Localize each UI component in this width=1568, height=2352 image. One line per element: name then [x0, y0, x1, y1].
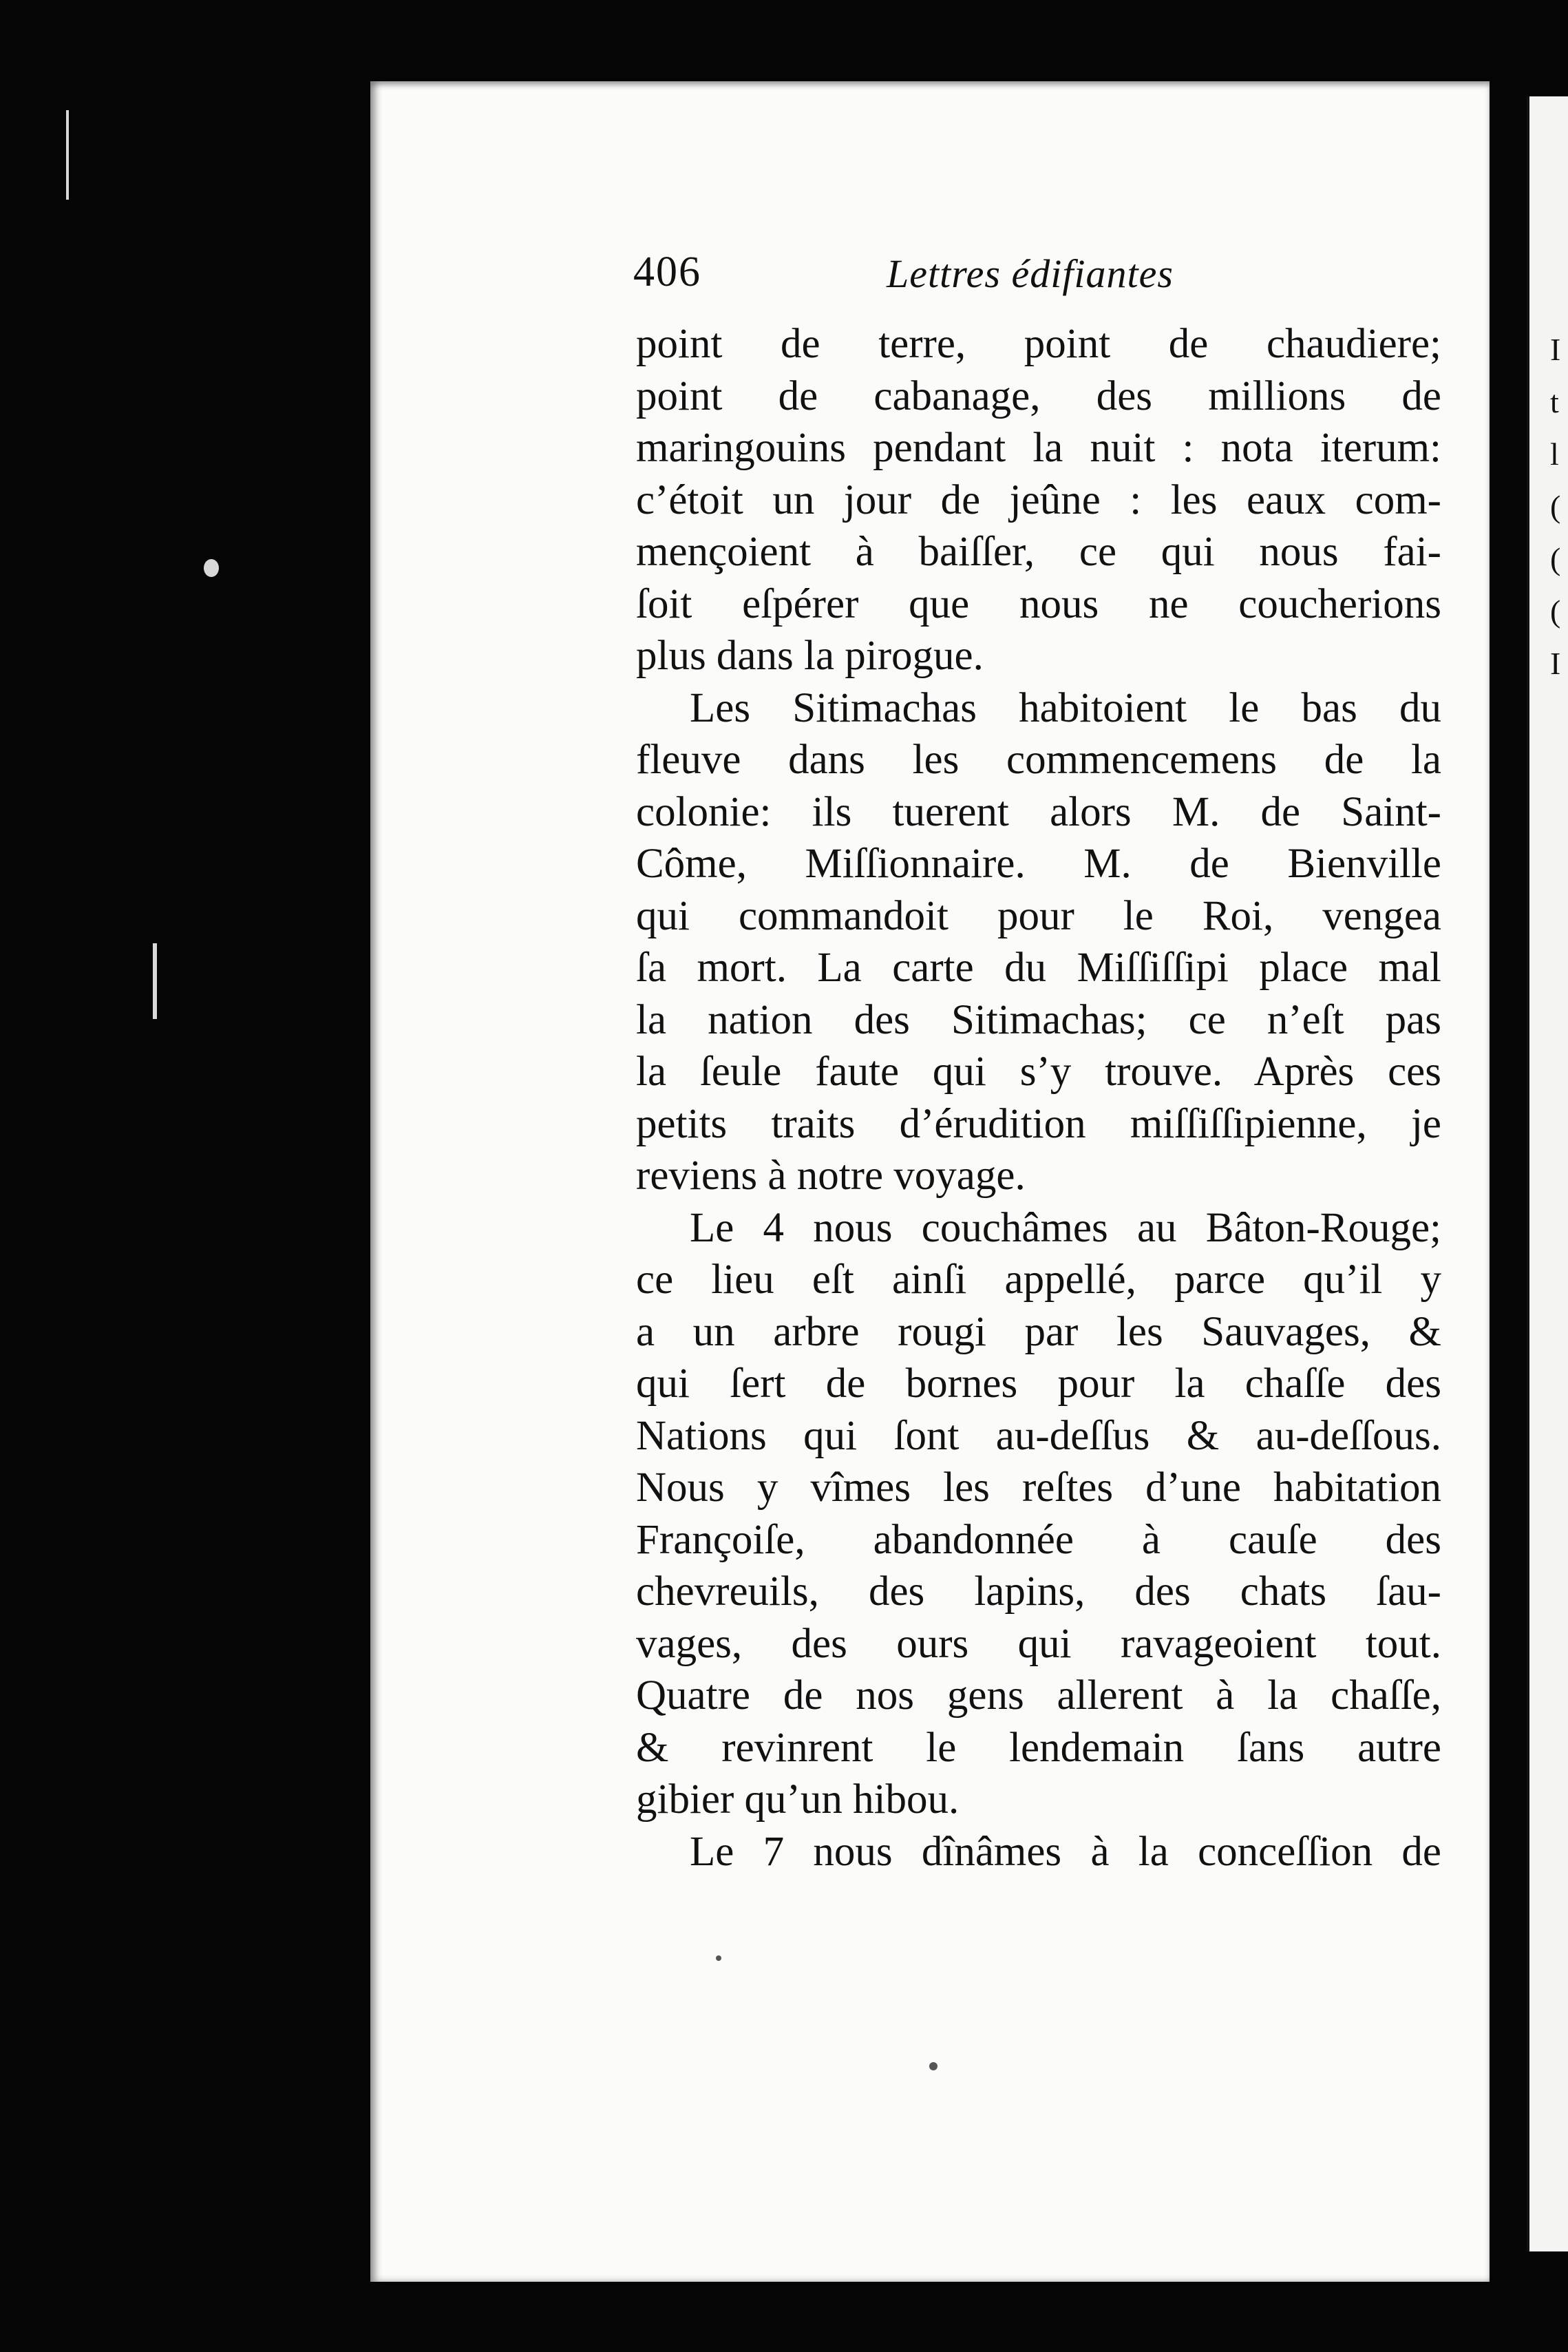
left-margin-artifact: [66, 110, 69, 200]
text-line: vages, des ours qui ravageoient tout.: [636, 1620, 1441, 1667]
text-line: la nation des Sitimachas; ce n’eſt pas: [636, 996, 1441, 1043]
text-line: fleuve dans les commencemens de la: [636, 737, 1441, 783]
text-line: Nations qui ſont au-deſſus & au-deſſous.: [636, 1412, 1441, 1459]
text-line: point de terre, point de chaudiere;: [636, 321, 1441, 367]
adjacent-page-letter: (: [1550, 541, 1561, 576]
text-line: Quatre de nos gens allerent à la chaſſe,: [636, 1672, 1441, 1719]
text-line: Le 7 nous dînâmes à la conceſſion de: [690, 1828, 1441, 1875]
paper-speck: [929, 2062, 937, 2070]
text-line: Françoiſe, abandonnée à cauſe des: [636, 1516, 1441, 1563]
page-header: [633, 248, 1459, 310]
text-line: gibier qu’un hibou.: [636, 1776, 960, 1823]
text-line: Nous y vîmes les reſtes d’une habitation: [636, 1464, 1441, 1511]
paper-speck: [716, 1955, 721, 1961]
text-line: qui ſert de bornes pour la chaſſe des: [636, 1361, 1441, 1407]
text-line: chevreuils, des lapins, des chats ſau-: [636, 1568, 1441, 1615]
text-line: colonie: ils tuerent alors M. de Saint-: [636, 788, 1441, 835]
text-line: Côme, Miſſionnaire. M. de Bienville: [636, 841, 1441, 887]
text-line: mençoient à baiſſer, ce qui nous fai-: [636, 529, 1441, 575]
text-line: & revinrent le lendemain ſans autre: [636, 1724, 1441, 1771]
adjacent-page-letter: (: [1550, 489, 1561, 524]
adjacent-page-text-fragment: [1550, 324, 1560, 690]
text-line: qui commandoit pour le Roi, vengea: [636, 892, 1441, 939]
left-margin-artifact: [153, 943, 157, 1019]
text-line: a un arbre rougi par les Sauvages, &: [636, 1308, 1441, 1355]
text-line: ce lieu eſt ainſi appellé, parce qu’il y: [636, 1257, 1441, 1303]
text-line: ſoit eſpérer que nous ne coucherions: [636, 580, 1441, 627]
text-line: ſa mort. La carte du Miſſiſſipi place mal: [636, 945, 1441, 991]
text-line: point de cabanage, des millions de: [636, 372, 1441, 419]
text-line: reviens à notre voyage.: [636, 1153, 1026, 1199]
text-line: Les Sitimachas habitoient le bas du: [690, 684, 1441, 731]
adjacent-page-letter: I: [1550, 646, 1561, 681]
text-line: c’étoit un jour de jeûne : les eaux com-: [636, 476, 1441, 523]
adjacent-page-edge: [1527, 96, 1568, 2251]
text-line: plus dans la pirogue.: [636, 633, 984, 679]
running-title: Lettres édifiantes: [887, 251, 1174, 296]
text-line: la ſeule faute qui s’y trouve. Après ces: [636, 1049, 1441, 1095]
text-line: maringouins pendant la nuit : nota iterum:: [636, 425, 1441, 471]
text-line: Le 4 nous couchâmes au Bâton-Rouge;: [690, 1204, 1441, 1251]
left-margin-speck: [204, 559, 219, 577]
text-line: petits traits d’érudition miſſiſſipienne, je: [636, 1100, 1441, 1147]
adjacent-page-letter: l: [1550, 437, 1559, 472]
body-text: [636, 318, 1441, 1878]
page-number: 406: [633, 249, 701, 295]
adjacent-page-letter: (: [1550, 594, 1561, 629]
adjacent-page-letter: I: [1550, 332, 1561, 367]
adjacent-page-letter: t: [1550, 384, 1559, 419]
